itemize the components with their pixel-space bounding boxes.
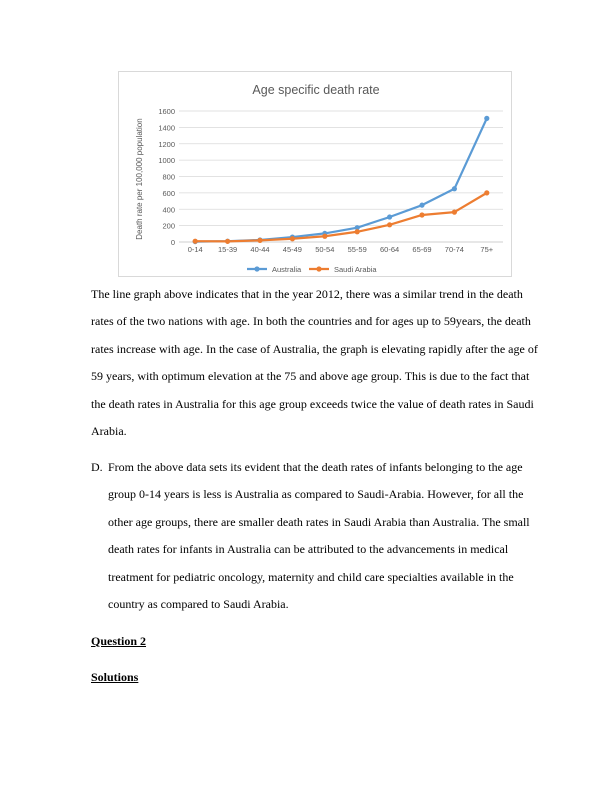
data-point-saudi-arabia [193,239,198,244]
heading-question-2: Question 2 [91,634,147,648]
data-point-saudi-arabia [452,210,457,215]
data-point-saudi-arabia [322,234,327,239]
x-tick-label: 70-74 [444,245,464,254]
series-line-australia [195,118,487,241]
y-tick-label: 1600 [158,107,175,116]
list-item-text: From the above data sets its evident that the death rates of infants belonging to the age group 0-14 years is less is Australia as compared to Saudi-Arabia. However, for all the other age groups, there are smaller death rates in Saudi Arabia than Australia. The small death rates for infants in Australia can be attributed to the advancements in medical treatment for pediatric oncology, maternity and child care specialties available in the country as compared to Saudi Arabia. [108,460,530,612]
chart-container [118,71,512,277]
y-tick-label: 200 [162,221,175,231]
x-tick-label: 40-44 [250,245,270,254]
x-tick-label: 45-49 [282,245,302,254]
x-tick-label: 75+ [480,245,494,254]
data-point-australia [419,203,424,208]
data-point-saudi-arabia [257,238,262,243]
legend-marker-australia [254,266,259,271]
paragraph-trend: The line graph above indicates that in the year 2012, there was a similar trend in the death rates of the two nations with age. In both the countries and for ages up to 59years, the death rates increase with age. In the case of Australia, the graph is elevating rapidly after the age of 59 years, with optimum elevation at the 75 and above age group. This is due to the fact that the death rates in Australia for this age group exceeds twice the value of death rates in Saudi Arabia. [91,287,538,439]
x-tick-label: 60-64 [380,245,400,254]
data-point-saudi-arabia [355,229,360,234]
legend-marker-saudi-arabia [316,266,321,271]
x-tick-label: 15-39 [218,245,238,254]
x-tick-label: 50-54 [315,245,335,254]
data-point-australia [484,116,489,121]
heading-solutions: Solutions [91,670,139,684]
line-chart [119,72,513,278]
x-tick-label: 0-14 [187,245,203,254]
series-line-saudi-arabia [195,193,487,241]
legend-label-saudi-arabia: Saudi Arabia [334,265,377,274]
y-tick-label: 1000 [158,156,175,166]
y-tick-label: 0 [170,238,175,247]
data-point-saudi-arabia [387,222,392,227]
y-tick-label: 1400 [158,123,175,133]
list-item-d [91,454,543,618]
legend-label-australia: Australia [272,265,302,274]
x-tick-label: 65-69 [412,245,432,254]
y-axis-label: Death rate per 100,000 population [135,118,144,240]
y-tick-label: 800 [162,172,175,182]
y-tick-label: 400 [162,205,175,215]
data-point-australia [387,214,392,219]
data-point-saudi-arabia [290,236,295,241]
data-point-saudi-arabia [225,239,230,244]
y-tick-label: 1200 [158,139,175,149]
data-point-saudi-arabia [484,190,489,195]
data-point-australia [452,186,457,191]
x-tick-label: 55-59 [347,245,367,254]
chart-title: Age specific death rate [252,83,380,97]
y-tick-label: 600 [162,188,175,198]
list-marker: D. [91,460,103,474]
data-point-saudi-arabia [419,212,424,217]
